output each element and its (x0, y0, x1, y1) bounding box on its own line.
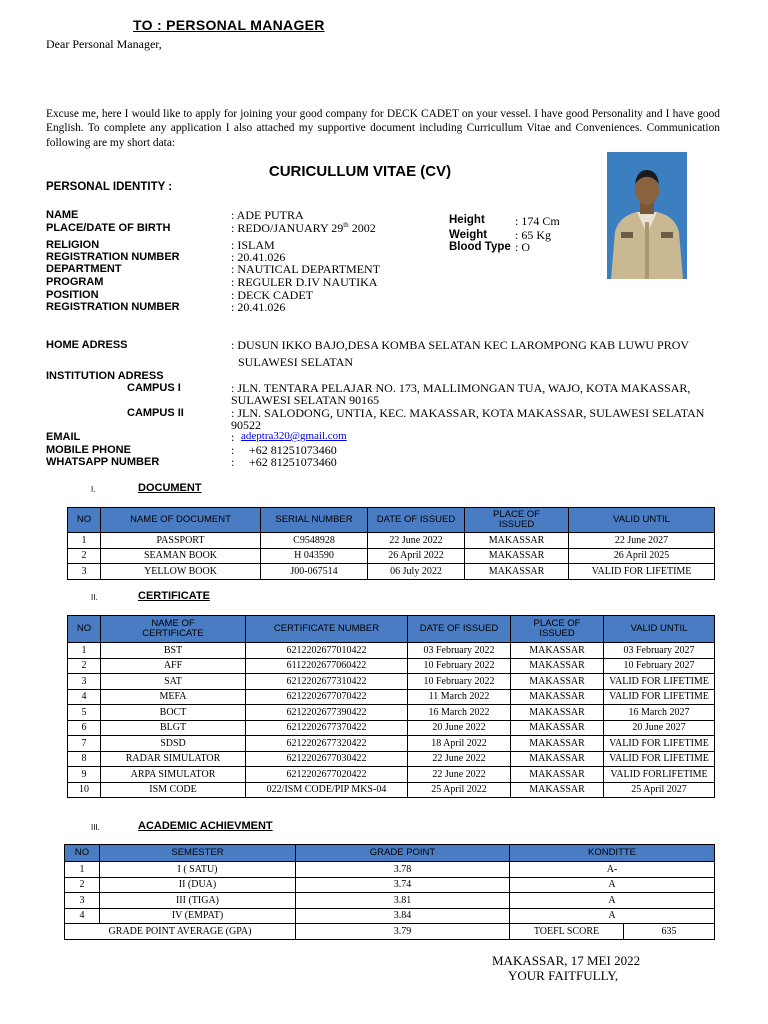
home-address-line2: SULAWESI SELATAN (238, 355, 354, 369)
table-row (68, 736, 715, 752)
campus1-line1: : JLN. TENTARA PELAJAR NO. 173, MALLIMONGAN TUA, WAJO, KOTA MAKASSAR, (231, 381, 691, 395)
col-header: KONDITTE (510, 845, 715, 862)
department-value: : NAUTICAL DEPARTMENT (231, 262, 381, 276)
blood-type-label: Blood Type (449, 241, 511, 253)
table-cell: BOCT (101, 705, 246, 721)
table-row (68, 658, 715, 674)
table-cell: 6212202677370422 (246, 720, 408, 736)
section-numeral-document: I. (91, 485, 96, 494)
cv-title: CURICULLUM VITAE (CV) (268, 163, 452, 180)
table-cell: 03 February 2022 (408, 643, 511, 659)
table-cell: VALID FOR LIFETIME (604, 674, 715, 690)
table-row (68, 689, 715, 705)
table-cell: MAKASSAR (511, 658, 604, 674)
gpa-value: 3.79 (296, 924, 510, 940)
table-row (65, 862, 715, 878)
document-section-title: DOCUMENT (138, 482, 202, 494)
table-cell: 3 (68, 674, 101, 690)
table-cell: 18 April 2022 (408, 736, 511, 752)
table-cell: A (510, 893, 715, 909)
name-label: NAME (46, 209, 79, 221)
certificate-table (67, 615, 715, 798)
table-cell: III (TIGA) (100, 893, 296, 909)
height-label: Height (449, 214, 485, 226)
mobile-phone-value: +62 81251073460 (249, 443, 337, 457)
table-cell: MAKASSAR (511, 705, 604, 721)
table-cell: A (510, 908, 715, 924)
campus2-line2: 90522 (231, 418, 261, 432)
table-row (68, 643, 715, 659)
table-cell: 3.74 (296, 877, 510, 893)
table-cell: 16 March 2027 (604, 705, 715, 721)
table-row (68, 720, 715, 736)
col-header: NO (65, 845, 100, 862)
personal-identity-heading: PERSONAL IDENTITY : (46, 181, 173, 193)
whatsapp-label: WHATSAPP NUMBER (46, 456, 160, 468)
col-header: GRADE POINT (296, 845, 510, 862)
table-cell: YELLOW BOOK (101, 564, 261, 580)
weight-label: Weight (449, 229, 488, 241)
table-cell: C9548928 (261, 533, 368, 549)
academic-section-title: ACADEMIC ACHIEVMENT (138, 820, 273, 832)
table-row (68, 548, 715, 564)
home-address-line1: : DUSUN IKKO BAJO,DESA KOMBA SELATAN KEC LAROMPONG KAB LUWU PROV (231, 338, 690, 352)
religion-value: : ISLAM (231, 238, 275, 252)
department-label: DEPARTMENT (46, 263, 122, 275)
certificate-section-title: CERTIFICATE (138, 590, 210, 602)
table-cell: 26 April 2025 (569, 548, 715, 564)
religion-label: RELIGION (46, 239, 100, 251)
signature-place-date: MAKASSAR, 17 MEI 2022 (492, 953, 641, 968)
table-cell: VALID FORLIFETIME (604, 767, 715, 783)
table-cell: MAKASSAR (511, 689, 604, 705)
table-cell: 10 (68, 782, 101, 798)
position-value: : DECK CADET (231, 288, 313, 302)
table-cell: 03 February 2027 (604, 643, 715, 659)
table-cell: 3 (65, 893, 100, 909)
table-row (65, 877, 715, 893)
table-row (68, 674, 715, 690)
phone-colon: : (231, 443, 235, 457)
program-label: PROGRAM (46, 276, 104, 288)
campus1-line2: SULAWESI SELATAN 90165 (231, 393, 380, 407)
table-cell: 20 June 2022 (408, 720, 511, 736)
table-cell: 26 April 2022 (368, 548, 465, 564)
col-header: DATE OF ISSUED (408, 616, 511, 643)
height-value: : 174 Cm (515, 214, 560, 228)
registration-value-2: : 20.41.026 (231, 300, 286, 314)
table-cell: 20 June 2027 (604, 720, 715, 736)
col-header: DATE OF ISSUED (368, 508, 465, 533)
table-cell: SDSD (101, 736, 246, 752)
table-cell: 6212202677030422 (246, 751, 408, 767)
table-cell: 22 June 2022 (368, 533, 465, 549)
table-cell: 3.81 (296, 893, 510, 909)
whatsapp-value: +62 81251073460 (249, 455, 337, 469)
table-cell: SAT (101, 674, 246, 690)
recipient-heading: TO : PERSONAL MANAGER (133, 17, 325, 33)
table-row (68, 533, 715, 549)
table-cell: VALID FOR LIFETIME (604, 689, 715, 705)
registration-value: : 20.41.026 (231, 250, 286, 264)
birth-value: : REDO/JANUARY 29th 2002 (231, 221, 376, 235)
email-label: EMAIL (46, 431, 81, 443)
home-address-label: HOME ADRESS (46, 339, 128, 351)
table-row (65, 893, 715, 909)
table-cell: 6212202677010422 (246, 643, 408, 659)
col-header: CERTIFICATE NUMBER (246, 616, 408, 643)
col-header: PLACE OF ISSUED (511, 616, 604, 643)
table-cell: MAKASSAR (511, 782, 604, 798)
table-cell: MAKASSAR (511, 643, 604, 659)
table-cell: 25 April 2027 (604, 782, 715, 798)
table-cell: 2 (68, 548, 101, 564)
institution-address-label: INSTITUTION ADRESS (46, 370, 164, 382)
birth-label: PLACE/DATE OF BIRTH (46, 222, 171, 234)
table-cell: BST (101, 643, 246, 659)
table-cell: AFF (101, 658, 246, 674)
table-cell: 25 April 2022 (408, 782, 511, 798)
academic-table (64, 844, 715, 940)
name-value: : ADE PUTRA (231, 208, 304, 222)
greeting: Dear Personal Manager, (46, 37, 162, 51)
gpa-label: GRADE POINT AVERAGE (GPA) (65, 924, 296, 940)
profile-photo (607, 152, 687, 279)
campus2-line1: : JLN. SALODONG, UNTIA, KEC. MAKASSAR, KOTA MAKASSAR, SULAWESI SELATAN (231, 406, 705, 420)
table-cell: 6212202677320422 (246, 736, 408, 752)
table-cell: MAKASSAR (465, 564, 569, 580)
table-row (68, 751, 715, 767)
table-cell: VALID FOR LIFETIME (604, 736, 715, 752)
section-numeral-certificate: II. (91, 593, 98, 602)
table-cell: 11 March 2022 (408, 689, 511, 705)
col-header: NAME OF CERTIFICATE (101, 616, 246, 643)
position-label: POSITION (46, 289, 99, 301)
col-header: PLACE OF ISSUED (465, 508, 569, 533)
table-cell: PASSPORT (101, 533, 261, 549)
table-cell: 10 February 2022 (408, 674, 511, 690)
table-cell: RADAR SIMULATOR (101, 751, 246, 767)
table-cell: 22 June 2022 (408, 767, 511, 783)
table-cell: IV (EMPAT) (100, 908, 296, 924)
table-cell: 3 (68, 564, 101, 580)
table-cell: 6212202677070422 (246, 689, 408, 705)
table-cell: MAKASSAR (465, 533, 569, 549)
whatsapp-colon: : (231, 455, 235, 469)
intro-paragraph: Excuse me, here I would like to apply for joining your good company for DECK CADET on your vessel. I have good Personality and I have good English. To complete any application I also attached my supportive document including Curricullum Vitae and Conveniences. Communication following are my short data: (46, 108, 720, 149)
table-row (68, 767, 715, 783)
email-link[interactable]: adeptra320@gmail.com (241, 430, 347, 442)
email-colon: : (231, 430, 235, 444)
table-cell: J00-067514 (261, 564, 368, 580)
signature-closing: YOUR FAITFULLY, (508, 968, 619, 983)
table-row (68, 705, 715, 721)
section-numeral-academic: III. (91, 823, 100, 832)
table-cell: MAKASSAR (511, 674, 604, 690)
table-cell: 3.84 (296, 908, 510, 924)
table-cell: 1 (68, 643, 101, 659)
table-cell: 10 February 2022 (408, 658, 511, 674)
table-cell: 16 March 2022 (408, 705, 511, 721)
col-header: SERIAL NUMBER (261, 508, 368, 533)
registration-label-2: REGISTRATION NUMBER (46, 301, 180, 313)
table-cell: I ( SATU) (100, 862, 296, 878)
table-cell: 3.78 (296, 862, 510, 878)
col-header: SEMESTER (100, 845, 296, 862)
table-cell: A (510, 877, 715, 893)
table-cell: SEAMAN BOOK (101, 548, 261, 564)
table-cell: MAKASSAR (511, 720, 604, 736)
table-cell: 5 (68, 705, 101, 721)
table-cell: 4 (68, 689, 101, 705)
table-cell: A- (510, 862, 715, 878)
table-cell: BLGT (101, 720, 246, 736)
table-cell: ISM CODE (101, 782, 246, 798)
table-cell: VALID FOR LIFETIME (604, 751, 715, 767)
document-table (67, 507, 715, 580)
table-cell: 22 June 2022 (408, 751, 511, 767)
table-cell: 1 (65, 862, 100, 878)
table-cell: 8 (68, 751, 101, 767)
table-cell: 022/ISM CODE/PIP MKS-04 (246, 782, 408, 798)
table-cell: VALID FOR LIFETIME (569, 564, 715, 580)
toefl-value: 635 (624, 924, 715, 940)
col-header: VALID UNTIL (569, 508, 715, 533)
table-cell: II (DUA) (100, 877, 296, 893)
table-cell: MAKASSAR (511, 736, 604, 752)
table-cell: 2 (65, 877, 100, 893)
table-row (68, 782, 715, 798)
table-cell: ARPA SIMULATOR (101, 767, 246, 783)
col-header: NAME OF DOCUMENT (101, 508, 261, 533)
table-cell: 2 (68, 658, 101, 674)
table-cell: 6212202677310422 (246, 674, 408, 690)
campus1-label: CAMPUS I (127, 382, 181, 394)
registration-label: REGISTRATION NUMBER (46, 251, 180, 263)
col-header: NO (68, 508, 101, 533)
blood-type-value: : O (515, 240, 530, 254)
table-cell: 4 (65, 908, 100, 924)
table-cell: 1 (68, 533, 101, 549)
table-cell: 22 June 2027 (569, 533, 715, 549)
table-cell: 6 (68, 720, 101, 736)
table-cell: MAKASSAR (465, 548, 569, 564)
campus2-label: CAMPUS II (127, 407, 184, 419)
table-cell: 6212202677020422 (246, 767, 408, 783)
weight-value: : 65 Kg (515, 228, 551, 242)
table-cell: 7 (68, 736, 101, 752)
table-cell: 06 July 2022 (368, 564, 465, 580)
table-row (65, 908, 715, 924)
table-cell: 10 February 2027 (604, 658, 715, 674)
table-cell: MAKASSAR (511, 751, 604, 767)
program-value: : REGULER D.IV NAUTIKA (231, 275, 378, 289)
toefl-label: TOEFL SCORE (510, 924, 624, 940)
col-header: NO (68, 616, 101, 643)
mobile-phone-label: MOBILE PHONE (46, 444, 131, 456)
table-cell: 6112202677060422 (246, 658, 408, 674)
table-cell: MEFA (101, 689, 246, 705)
table-cell: 6212202677390422 (246, 705, 408, 721)
col-header: VALID UNTIL (604, 616, 715, 643)
table-cell: 9 (68, 767, 101, 783)
table-row (68, 564, 715, 580)
table-cell: MAKASSAR (511, 767, 604, 783)
table-cell: H 043590 (261, 548, 368, 564)
